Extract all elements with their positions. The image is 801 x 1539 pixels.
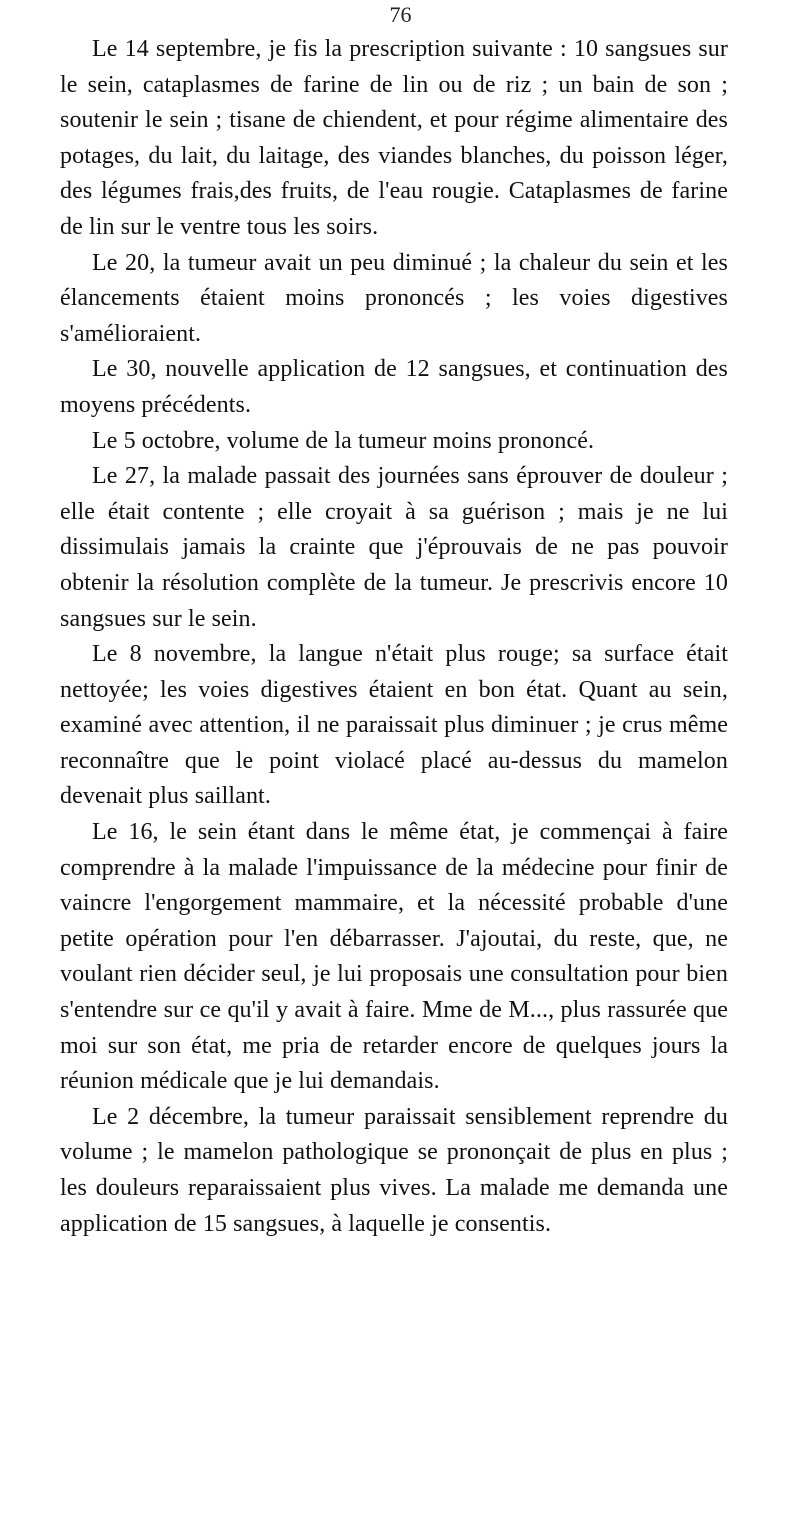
paragraph-dec-2: Le 2 décembre, la tumeur paraissait sensiblement reprendre du volume ; le mamelon pathologique se prononçait de plus en plus ; les douleurs reparaissaient plus vives. La malade me demanda une application de 15 sangsues, à laquelle je consentis. [60,1103,728,1237]
paragraph-nov-16: Le 16, le sein étant dans le même état, je commençai à faire comprendre à la malade l'impuissance de la médecine pour finir de vaincre l'engorgement mammaire, et la nécessité probable d'une petite opération pour l'en débarrasser. J'ajoutai, du reste, que, ne voulant rien décider seul, je lui proposais une consultation pour bien s'entendre sur ce qu'il y avait à faire. Mme de M..., plus rassurée que moi sur son état, me pria de retarder encore de quelques jours la réunion médicale que je lui demandais. [60,819,728,1095]
paragraph-oct-27: Le 27, la malade passait des journées sans éprouver de douleur ; elle était contente ; elle croyait à sa guérison ; mais je ne lui dissimulais jamais la crainte que j'éprouvais de ne pas pouvoir obtenir la résolution complète de la tumeur. Je prescrivis encore 10 sangsues sur le sein. [60,463,728,632]
paragraph-sept-30: Le 30, nouvelle application de 12 sangsues, et continuation des moyens précédents. [60,356,728,418]
text-body [60,32,728,1242]
paragraph-sept-20: Le 20, la tumeur avait un peu diminué ; la chaleur du sein et les élancements étaient moins prononcés ; les voies digestives s'amélioraient. [60,249,728,347]
page-number: 76 [389,2,412,27]
paragraph-oct-5: Le 5 octobre, volume de la tumeur moins prononcé. [92,427,595,454]
paragraph-nov-8: Le 8 novembre, la langue n'était plus rouge; sa surface était nettoyée; les voies digestives étaient en bon état. Quant au sein, examiné avec attention, il ne paraissait plus diminuer ; je crus même reconnaître que le point violacé placé au-dessus du mamelon devenait plus saillant. [60,641,728,810]
paragraph-sept-14: Le 14 septembre, je fis la prescription suivante : 10 sangsues sur le sein, cataplasmes de farine de lin ou de riz ; un bain de son ; soutenir le sein ; tisane de chiendent, et pour régime alimentaire des potages, du lait, du laitage, des viandes blanches, du poisson léger, des légumes frais,des fruits, de l'eau rougie. Cataplasmes de farine de lin sur le ventre tous les soirs. [60,36,728,240]
